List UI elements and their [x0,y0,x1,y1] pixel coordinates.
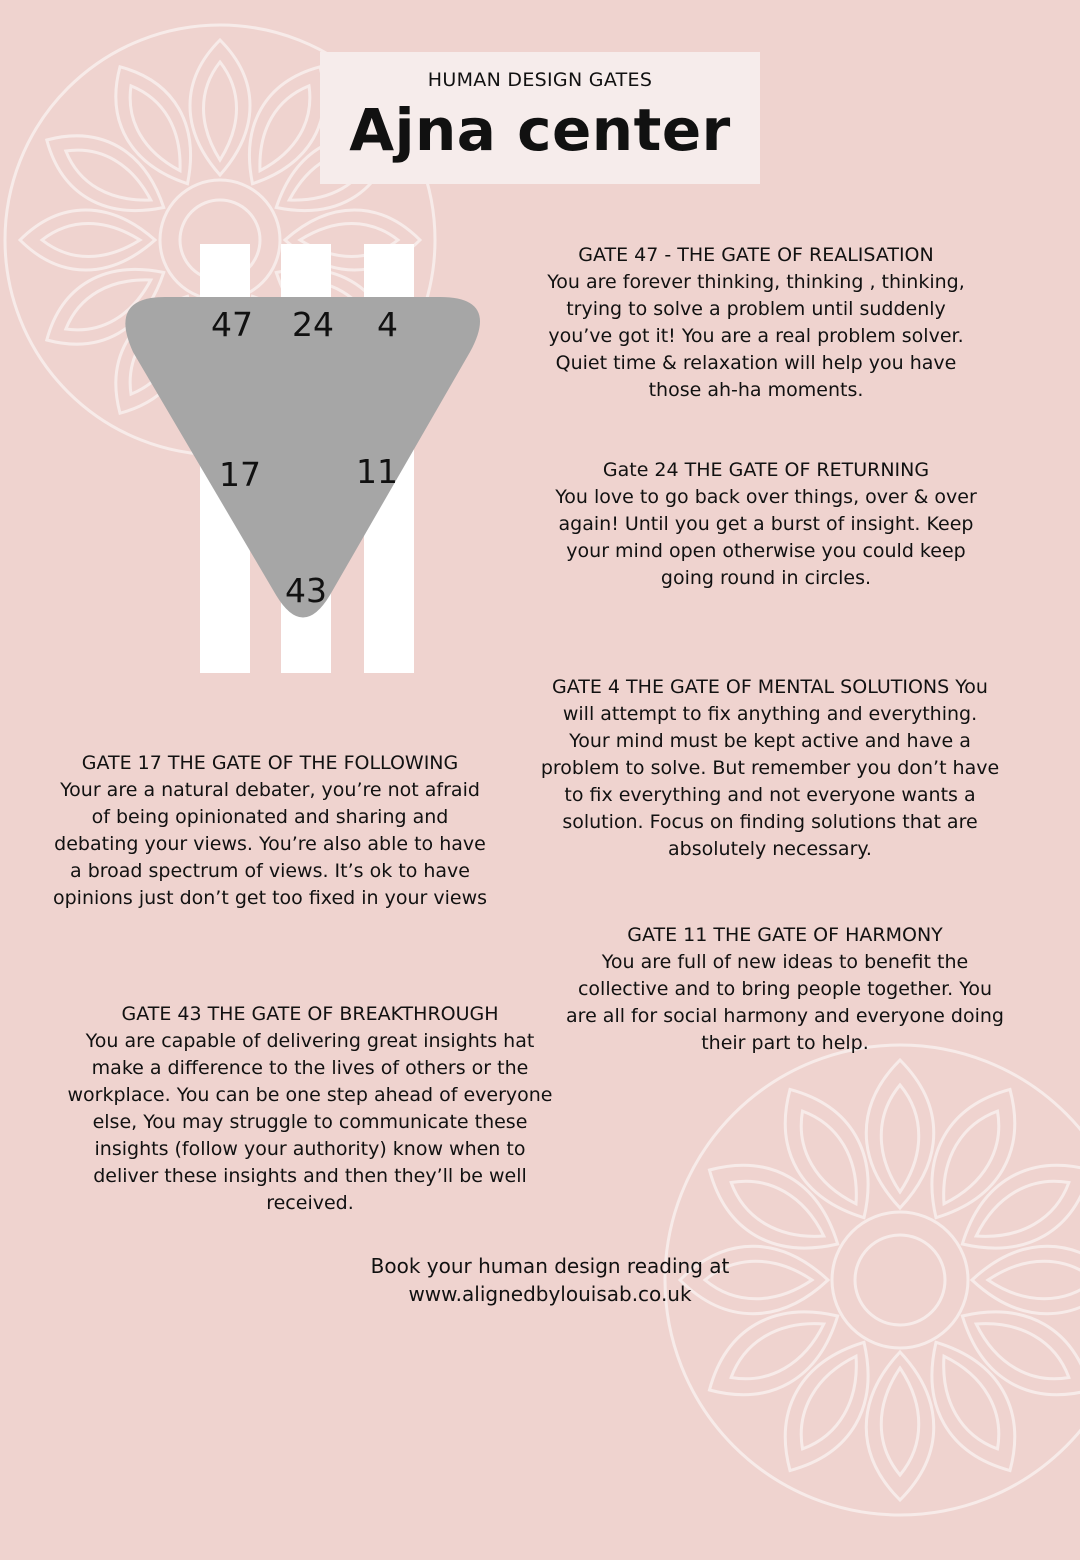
gate-number-47: 47 [211,305,253,344]
gate-43-body: You are capable of delivering great insights hat make a difference to the lives of others or the workplace. You can be one step ahead of everyone else, You may struggle to communicate these insights (follow your authority) know when to deliver these insights and then they’ll be well received. [67,1030,553,1214]
gate-24-heading: Gate 24 THE GATE OF RETURNING [602,459,930,481]
gate-17-heading: GATE 17 THE GATE OF THE FOLLOWING [81,752,459,774]
gate-number-43: 43 [285,571,327,610]
gate-17-description [50,750,490,912]
gate-number-11: 11 [356,452,398,491]
gate-47-description [536,242,976,404]
page-title: Ajna center [349,96,731,164]
gate-43-description [60,1001,560,1217]
gate-11-body: You are full of new ideas to benefit the collective and to bring people together. You are all for social harmony and everyone doing their part to help. [566,951,1004,1054]
gate-17-body: Your are a natural debater, you’re not afraid of being opinionated and sharing and debating your views. You’re also able to have a broad spectrum of views. It’s ok to have opinions just don’t get too fixed in your views [52,779,488,909]
gate-11-heading: GATE 11 THE GATE OF HARMONY [627,924,943,946]
gate-4-heading: GATE 4 THE GATE OF MENTAL SOLUTIONS [552,676,956,698]
header-subtitle: HUMAN DESIGN GATES [427,69,653,91]
gate-43-heading: GATE 43 THE GATE OF BREAKTHROUGH [121,1003,499,1025]
gate-24-body: You love to go back over things, over & over again! Until you get a burst of insight. Keep your mind open otherwise you could keep going round in circles. [555,486,977,589]
ajna-triangle [125,297,480,618]
gate-24-description [550,457,982,592]
gate-number-17: 17 [219,455,261,494]
website-link[interactable]: www.alignedbylouisab.co.uk [408,1282,692,1306]
gate-number-24: 24 [292,305,334,344]
gate-47-body: You are forever thinking, thinking , thinking, trying to solve a problem until suddenly you’ve got it! You are a real problem solver. Quiet time & relaxation will help you have those ah-ha moments. [547,271,965,401]
booking-footer [290,1252,810,1308]
gate-4-description [540,674,1000,863]
gate-47-heading: GATE 47 - THE GATE OF REALISATION [578,244,934,266]
gate-4-body: You will attempt to fix anything and everything. Your mind must be kept active and have a problem to solve. But remember you don’t have to fix everything and not everyone wants a solution. Focus on finding solutions that are absolutely necessary. [540,676,1000,860]
gate-11-description [560,922,1010,1057]
gate-number-4: 4 [377,305,398,344]
booking-text: Book your human design reading at [370,1254,730,1278]
